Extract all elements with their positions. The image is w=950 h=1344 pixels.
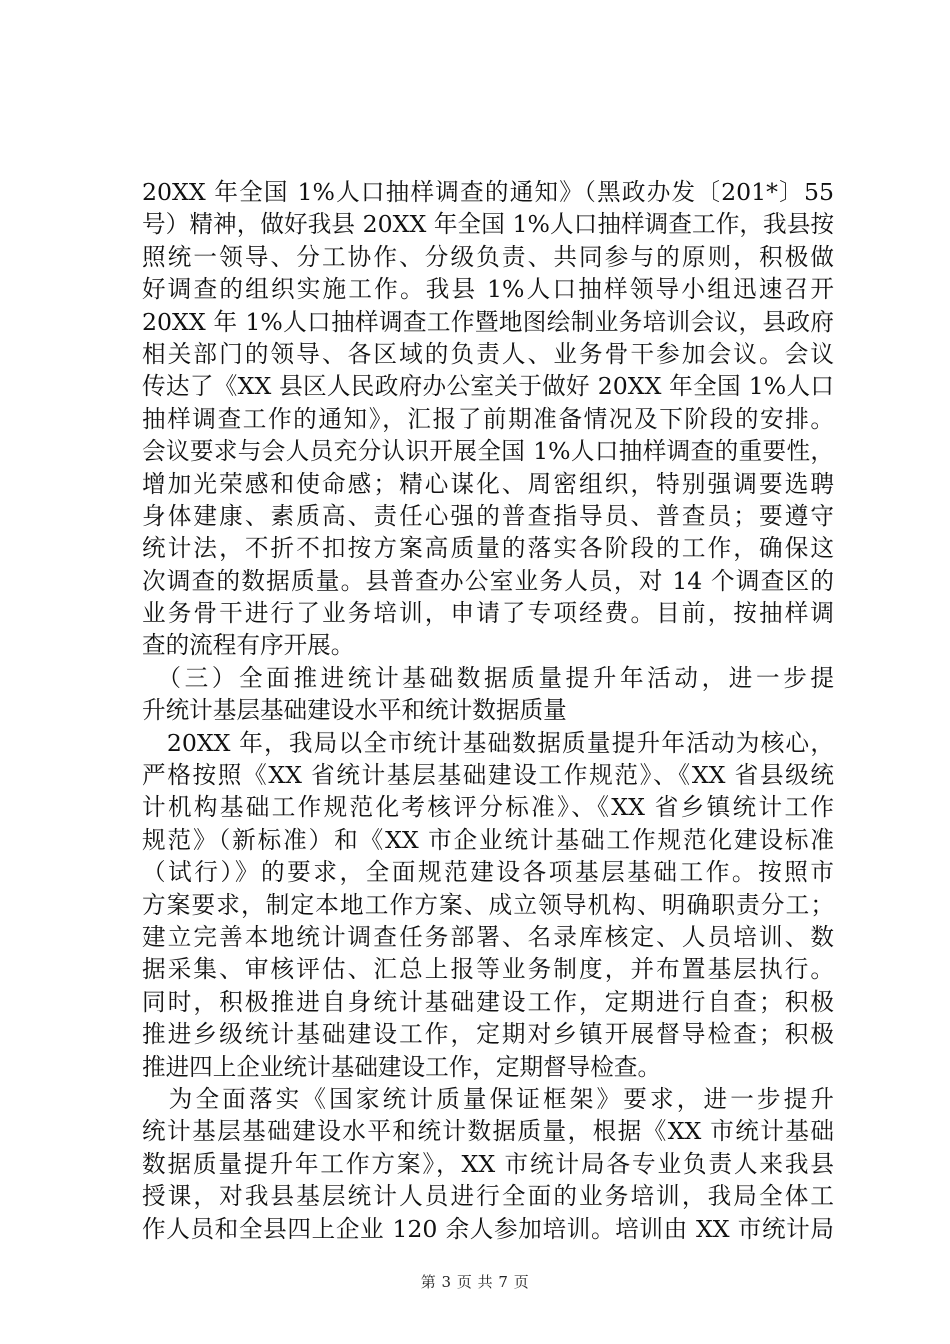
body-text-line: 升统计基层基础建设水平和统计数据质量	[142, 696, 567, 725]
body-text-line: 推进乡级统计基础建设工作，定期对乡镇开展督导检查；积极	[142, 1020, 834, 1049]
body-text-line: 传达了《XX 县区人民政府办公室关于做好 20XX 年全国 1%人口	[142, 372, 834, 401]
body-text-line: 20XX 年 1%人口抽样调查工作暨地图绘制业务培训会议，县政府	[142, 307, 834, 336]
body-text-line: 作人员和全县四上企业 120 余人参加培训。培训由 XX 市统计局	[142, 1214, 834, 1243]
body-text-line: 统计基层基础建设水平和统计数据质量，根据《XX 市统计基础	[142, 1117, 834, 1146]
body-text-line: 授课，对我县基层统计人员进行全面的业务培训，我局全体工	[142, 1182, 834, 1211]
body-text-line: （三）全面推进统计基础数据质量提升年活动，进一步提	[142, 663, 834, 692]
body-text-line: 身体建康、素质高、责任心强的普查指导员、普查员；要遵守	[142, 501, 834, 530]
body-text-line: 增加光荣感和使命感；精心谋化、周密组织，特别强调要选聘	[142, 469, 834, 498]
body-text-line: 数据质量提升年工作方案》，XX 市统计局各专业负责人来我县	[142, 1149, 834, 1178]
body-text-line: 相关部门的领导、各区域的负责人、业务骨干参加会议。会议	[142, 339, 834, 368]
body-text-line: 统计法，不折不扣按方案高质量的落实各阶段的工作，确保这	[142, 534, 834, 563]
page-footer: 第 3 页 共 7 页	[420, 1273, 530, 1291]
body-text-line: 20XX 年，我局以全市统计基础数据质量提升年活动为核心，	[142, 728, 834, 757]
body-text-line: 会议要求与会人员充分认识开展全国 1%人口抽样调查的重要性，	[142, 437, 834, 466]
body-text-line: 严格按照《XX 省统计基层基础建设工作规范》、《XX 省县级统	[142, 761, 834, 790]
body-text-line: 照统一领导、分工协作、分级负责、共同参与的原则，积极做	[142, 242, 834, 271]
document-body	[142, 176, 834, 1245]
body-text-line: 号）精神，做好我县 20XX 年全国 1%人口抽样调查工作，我县按	[142, 210, 834, 239]
body-text-line: 业务骨干进行了业务培训，申请了专项经费。目前，按抽样调	[142, 599, 834, 628]
body-text-line: 建立完善本地统计调查任务部署、名录库核定、人员培训、数	[142, 922, 834, 951]
body-text-line: 查的流程有序开展。	[142, 631, 355, 660]
body-text-line: （试行）》的要求，全面规范建设各项基层基础工作。按照市	[142, 858, 834, 887]
body-text-line: 抽样调查工作的通知》，汇报了前期准备情况及下阶段的安排。	[142, 404, 834, 433]
body-text-line: 为全面落实《国家统计质量保证框架》要求，进一步提升	[142, 1084, 834, 1113]
body-text-line: 次调查的数据质量。县普查办公室业务人员，对 14 个调查区的	[142, 566, 834, 595]
body-text-line: 规范》（新标准）和《XX 市企业统计基础工作规范化建设标准	[142, 825, 834, 854]
body-text-line: 计机构基础工作规范化考核评分标准》、《XX 省乡镇统计工作	[142, 793, 834, 822]
body-text-line: 据采集、审核评估、汇总上报等业务制度，并布置基层执行。	[142, 955, 834, 984]
body-text-line: 好调查的组织实施工作。我县 1%人口抽样领导小组迅速召开	[142, 275, 834, 304]
body-text-line: 方案要求，制定本地工作方案、成立领导机构、明确职责分工；	[142, 890, 834, 919]
body-text-line: 20XX 年全国 1%人口抽样调查的通知》（黑政办发〔201*〕55	[142, 178, 834, 206]
body-text-line: 推进四上企业统计基础建设工作，定期督导检查。	[142, 1052, 662, 1081]
body-text-line: 同时，积极推进自身统计基础建设工作，定期进行自查；积极	[142, 987, 834, 1016]
